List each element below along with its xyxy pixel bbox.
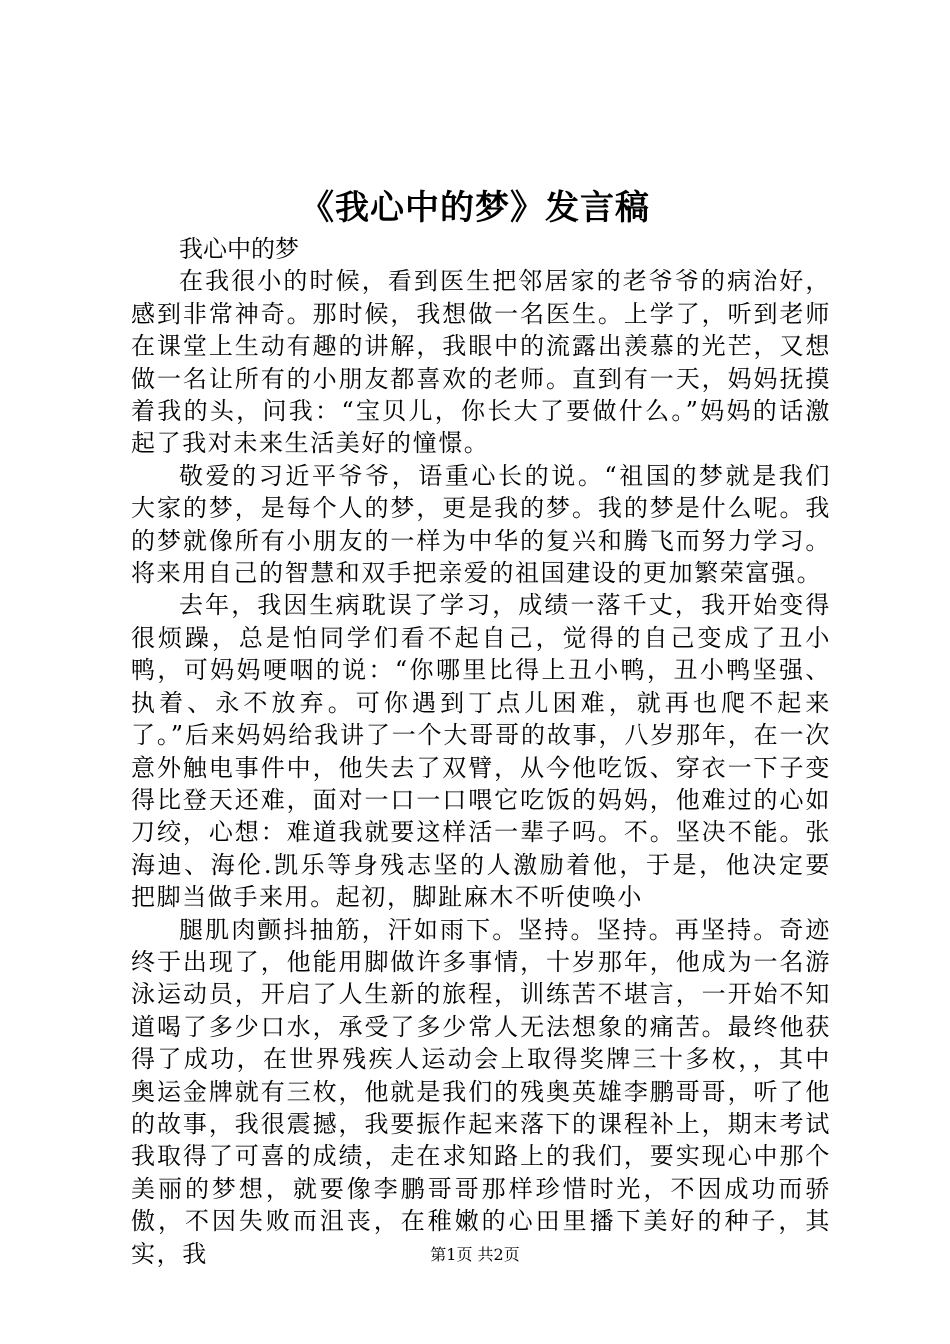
document-subtitle: 我心中的梦 [179, 235, 299, 263]
document-body [131, 233, 831, 1270]
paragraph-2: 敬爱的习近平爷爷，语重心长的说。“祖国的梦就是我们大家的梦，是每个人的梦，更是我的梦。我的梦是什么呢。我的梦就像所有小朋友的一样为中华的复兴和腾飞而努力学习。将来用自己的智慧和双手把亲爱的祖国建设的更加繁荣富强。 [131, 461, 831, 588]
paragraph-1: 在我很小的时候，看到医生把邻居家的老爷爷的病治好，感到非常神奇。那时候，我想做一名医生。上学了，听到老师在课堂上生动有趣的讲解，我眼中的流露出羡慕的光芒，又想做一名让所有的小朋友都喜欢的老师。直到有一天，妈妈抚摸着我的头，问我：“宝贝儿，你长大了要做什么。”妈妈的话激起了我对未来生活美好的憧憬。 [131, 267, 831, 458]
page-title: 《我心中的梦》发言稿 [300, 188, 650, 228]
page-number-footer: 第1页 共2页 [430, 1245, 520, 1264]
paragraph-4: 腿肌肉颤抖抽筋，汗如雨下。坚持。坚持。再坚持。奇迹终于出现了，他能用脚做许多事情，十岁那年，他成为一名游泳运动员，开启了人生新的旅程，训练苦不堪言，一开始不知道喝了多少口水，承受了多少常人无法想象的痛苦。最终他获得了成功，在世界残疾人运动会上取得奖牌三十多枚，，其中奥运金牌就有三枚，他就是我们的残奥英雄李鹏哥哥，听了他的故事，我很震撼，我要振作起来落下的课程补上，期末考试我取得了可喜的成绩，走在求知路上的我们，要实现心中那个美丽的梦想，就要像李鹏哥哥那样珍惜时光，不因成功而骄傲，不因失败而沮丧，在稚嫩的心田里播下美好的种子，其实，我 [131, 915, 831, 1268]
paragraph-3: 去年，我因生病耽误了学习，成绩一落千丈，我开始变得很烦躁，总是怕同学们看不起自己，觉得的自己变成了丑小鸭，可妈妈哽咽的说：“你哪里比得上丑小鸭，丑小鸭坚强、执着、永不放弃。可你遇到丁点儿困难，就再也爬不起来了。”后来妈妈给我讲了一个大哥哥的故事，八岁那年，在一次意外触电事件中，他失去了双臂，从今他吃饭、穿衣一下子变得比登天还难，面对一口一口喂它吃饭的妈妈，他难过的心如刀绞，心想：难道我就要这样活一辈子吗。不。坚决不能。张海迪、海伦.凯乐等身残志坚的人激励着他，于是，他决定要把脚当做手来用。起初，脚趾麻木不听使唤小 [131, 591, 831, 912]
